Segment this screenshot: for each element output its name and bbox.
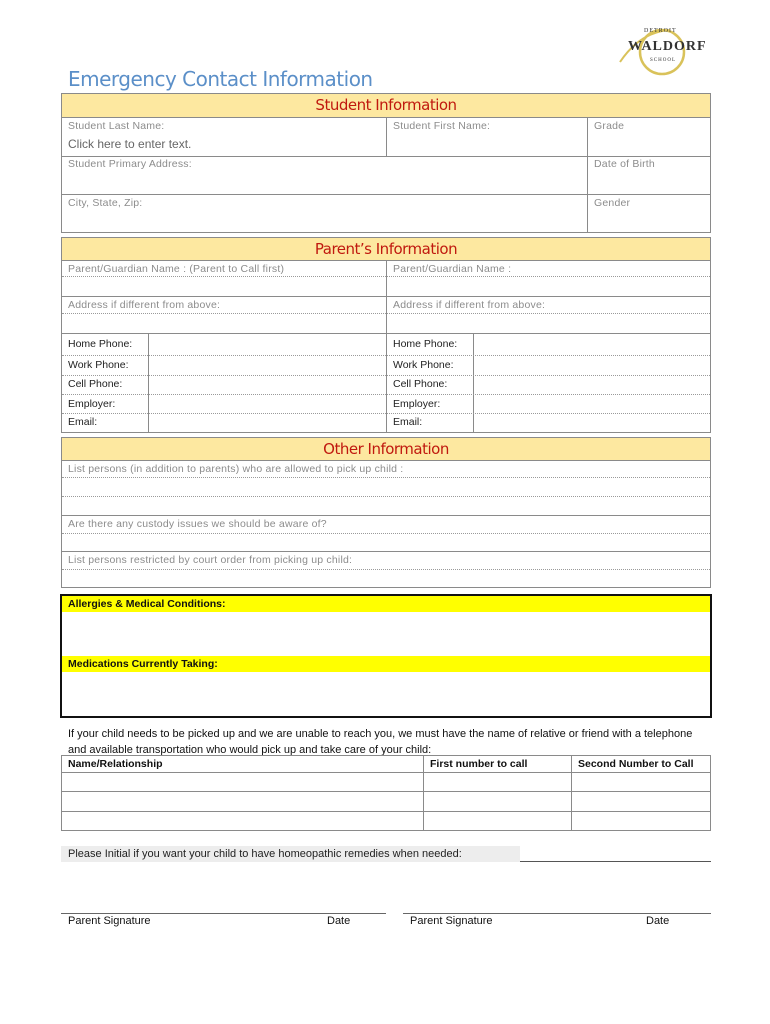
guardian2-email-label: Email: xyxy=(393,416,423,428)
guardian2-address-label: Address if different from above: xyxy=(393,299,546,311)
other-section-header: Other Information xyxy=(61,437,711,461)
divider xyxy=(61,296,711,297)
student-first-name-field[interactable] xyxy=(387,133,586,155)
parent1-signature-line[interactable] xyxy=(61,913,386,914)
student-first-name-label: Student First Name: xyxy=(393,120,491,132)
guardian2-cell-phone-field[interactable] xyxy=(474,376,710,393)
guardian1-cell-phone-field[interactable] xyxy=(149,376,385,393)
custody-issues-label: Are there any custody issues we should be aware of? xyxy=(68,518,327,530)
guardian1-name-field[interactable] xyxy=(62,277,385,296)
guardian1-work-phone-field[interactable] xyxy=(149,356,385,374)
guardian2-work-phone-label: Work Phone: xyxy=(393,359,454,371)
parent1-signature-label: Parent Signature xyxy=(68,915,151,927)
col-first-number: First number to call xyxy=(430,758,528,770)
city-state-zip-label: City, State, Zip: xyxy=(68,197,143,209)
grade-label: Grade xyxy=(594,120,625,132)
contact3-name-cell[interactable] xyxy=(62,812,422,830)
divider xyxy=(61,551,711,552)
guardian1-email-label: Email: xyxy=(68,416,98,428)
contact2-name-cell[interactable] xyxy=(62,792,422,810)
contact2-first-number-cell[interactable] xyxy=(424,792,570,810)
guardian2-work-phone-field[interactable] xyxy=(474,356,710,374)
divider xyxy=(61,194,711,195)
allergies-field[interactable] xyxy=(62,612,710,655)
guardian2-cell-phone-label: Cell Phone: xyxy=(393,378,448,390)
guardian2-employer-label: Employer: xyxy=(393,398,441,410)
guardian1-cell-phone-label: Cell Phone: xyxy=(68,378,123,390)
guardian1-email-field[interactable] xyxy=(149,414,385,432)
parent1-date-label: Date xyxy=(327,915,351,927)
guardian1-name-label: Parent/Guardian Name : (Parent to Call first) xyxy=(68,263,285,275)
divider xyxy=(61,156,711,157)
student-last-name-label: Student Last Name: xyxy=(68,120,165,132)
col-name-relationship: Name/Relationship xyxy=(68,758,163,770)
contact1-name-cell[interactable] xyxy=(62,773,422,790)
medications-label: Medications Currently Taking: xyxy=(62,656,710,672)
guardian1-home-phone-label: Home Phone: xyxy=(68,338,133,350)
restricted-persons-label: List persons restricted by court order from picking up child: xyxy=(68,554,353,566)
guardian1-home-phone-field[interactable] xyxy=(149,334,385,354)
parent2-signature-line[interactable] xyxy=(403,913,711,914)
contact1-first-number-cell[interactable] xyxy=(424,773,570,790)
pickup-persons-label: List persons (in addition to parents) who are allowed to pick up child : xyxy=(68,463,404,475)
homeopathic-initial-field[interactable] xyxy=(520,846,711,862)
school-logo xyxy=(610,22,707,77)
logo-text-school: SCHOOL xyxy=(650,58,677,63)
custody-issues-field[interactable] xyxy=(62,534,710,551)
guardian1-address-field[interactable] xyxy=(62,314,385,333)
gender-field[interactable] xyxy=(588,211,710,232)
allergies-label: Allergies & Medical Conditions: xyxy=(62,596,710,612)
divider xyxy=(61,515,711,516)
contact2-second-number-cell[interactable] xyxy=(572,792,710,810)
pickup-persons-field[interactable] xyxy=(62,478,710,515)
logo-text-detroit: DETROIT xyxy=(644,28,677,34)
logo-text-waldorf: WALDORF xyxy=(628,39,707,54)
contact3-first-number-cell[interactable] xyxy=(424,812,570,830)
student-address-label: Student Primary Address: xyxy=(68,158,192,170)
student-section-header: Student Information xyxy=(61,93,711,118)
grade-field[interactable] xyxy=(588,133,710,155)
guardian2-name-field[interactable] xyxy=(387,277,710,296)
guardian2-name-label: Parent/Guardian Name : xyxy=(393,263,512,275)
col-second-number: Second Number to Call xyxy=(578,758,694,770)
gender-label: Gender xyxy=(594,197,631,209)
restricted-persons-field[interactable] xyxy=(62,570,710,587)
dob-label: Date of Birth xyxy=(594,158,655,170)
guardian2-email-field[interactable] xyxy=(474,414,710,432)
guardian1-address-label: Address if different from above: xyxy=(68,299,221,311)
student-address-field[interactable] xyxy=(62,172,586,193)
guardian2-employer-field[interactable] xyxy=(474,395,710,412)
medications-field[interactable] xyxy=(62,672,710,716)
dob-field[interactable] xyxy=(588,172,710,193)
guardian1-employer-label: Employer: xyxy=(68,398,116,410)
guardian1-employer-field[interactable] xyxy=(149,395,385,412)
guardian2-home-phone-label: Home Phone: xyxy=(393,338,458,350)
page-title: Emergency Contact Information xyxy=(68,67,373,91)
guardian1-work-phone-label: Work Phone: xyxy=(68,359,129,371)
parents-section-header: Parent’s Information xyxy=(61,237,711,261)
contact3-second-number-cell[interactable] xyxy=(572,812,710,830)
city-state-zip-field[interactable] xyxy=(62,211,586,232)
parent2-date-label: Date xyxy=(646,915,670,927)
parent2-signature-label: Parent Signature xyxy=(410,915,493,927)
homeopathic-label: Please Initial if you want your child to have homeopathic remedies when needed: xyxy=(68,848,462,860)
guardian2-home-phone-field[interactable] xyxy=(474,334,710,354)
contact1-second-number-cell[interactable] xyxy=(572,773,710,790)
guardian2-address-field[interactable] xyxy=(387,314,710,333)
contacts-intro-text: If your child needs to be picked up and we are unable to reach you, we must have the name of relative or friend with a telephone and available transportation who would pick up and take care of your child: xyxy=(68,728,693,756)
student-last-name-field[interactable]: Click here to enter text. xyxy=(68,137,192,151)
